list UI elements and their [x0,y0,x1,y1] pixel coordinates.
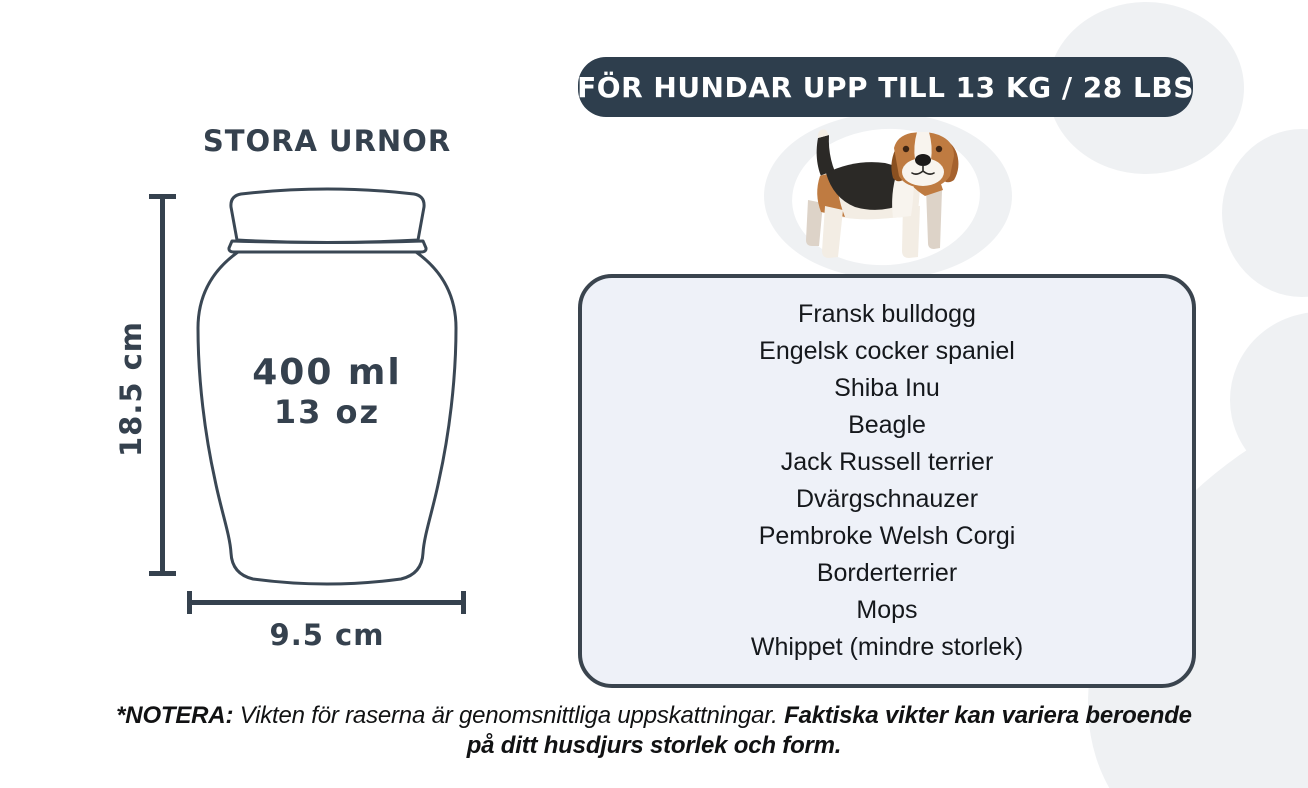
width-dimension-cap [461,591,466,614]
breed-item: Pembroke Welsh Corgi [758,522,1016,550]
urn-width-label: 9.5 cm [269,618,385,652]
breed-item: Engelsk cocker spaniel [759,337,1015,365]
breed-item: Jack Russell terrier [780,448,994,476]
breed-list-box [578,274,1196,688]
footnote-emphasis: Faktiska vikter kan variera beroende på ditt husdjurs storlek och form. [466,702,1192,759]
breed-item: Whippet (mindre storlek) [750,633,1024,661]
footnote-regular: Vikten för raserna är genomsnittliga uppskattningar. [239,702,778,729]
urn-height-label: 18.5 cm [114,320,148,458]
breed-item: Beagle [848,411,926,439]
urn-volume-oz: 13 oz [273,393,381,431]
width-dimension-cap [187,591,192,614]
dog-nose [915,154,931,166]
breed-item: Shiba Inu [834,374,940,402]
breed-item: Borderterrier [816,559,958,587]
urn-size-title: STORA URNOR [202,124,452,158]
beagle-dog-icon [793,128,973,263]
urn-volume-ml: 400 ml [252,352,402,393]
breed-item: Fransk bulldogg [798,300,976,328]
height-dimension-cap [149,571,176,576]
width-dimension-line [189,600,465,605]
dog-eye [903,146,909,152]
urn-lid [231,189,424,243]
paw-toe-pad [1222,129,1308,297]
weight-limit-banner [578,57,1193,117]
height-dimension-line [160,196,165,576]
footnote [114,701,1194,761]
height-dimension-cap [149,194,176,199]
breed-item: Dvärgschnauzer [795,485,979,513]
weight-limit-text: FÖR HUNDAR UPP TILL 13 KG / 28 LBS [577,70,1194,104]
breed-item: Mops [856,596,918,624]
dog-eye [936,146,942,152]
footnote-prefix: *NOTERA: [116,702,234,729]
